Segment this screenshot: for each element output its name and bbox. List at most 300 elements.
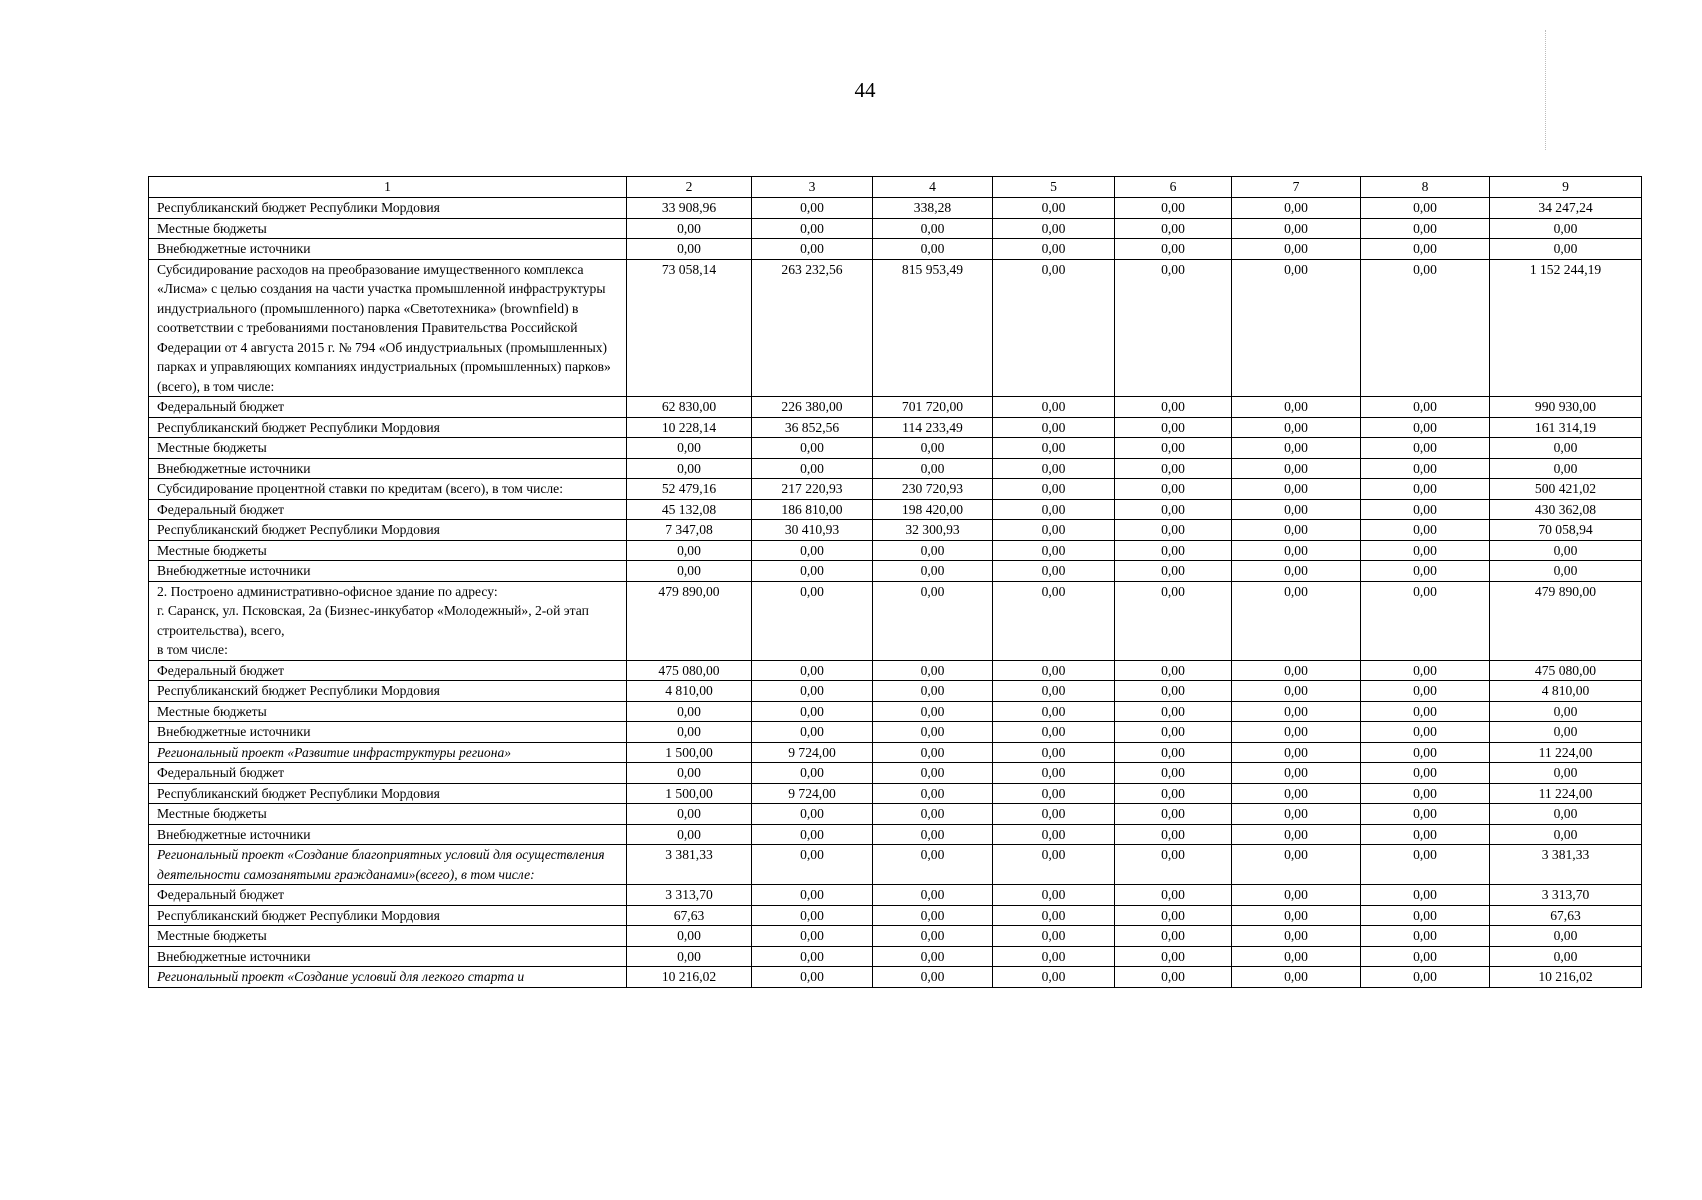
value-cell: 3 381,33 xyxy=(1490,845,1642,885)
table-row xyxy=(149,885,1642,906)
value-cell: 0,00 xyxy=(1361,198,1490,219)
table-row xyxy=(149,722,1642,743)
value-cell: 0,00 xyxy=(1115,561,1232,582)
value-cell: 73 058,14 xyxy=(627,259,752,397)
value-cell: 0,00 xyxy=(873,561,993,582)
table-row xyxy=(149,218,1642,239)
row-label: Местные бюджеты xyxy=(149,438,627,459)
value-cell: 0,00 xyxy=(1232,885,1361,906)
table-row xyxy=(149,783,1642,804)
value-cell: 0,00 xyxy=(1361,397,1490,418)
value-cell: 3 313,70 xyxy=(1490,885,1642,906)
row-label: Федеральный бюджет xyxy=(149,763,627,784)
value-cell: 0,00 xyxy=(1232,458,1361,479)
value-cell: 0,00 xyxy=(1361,845,1490,885)
row-label: Федеральный бюджет xyxy=(149,660,627,681)
value-cell: 0,00 xyxy=(1232,722,1361,743)
column-header: 9 xyxy=(1490,177,1642,198)
value-cell: 0,00 xyxy=(873,458,993,479)
value-cell: 0,00 xyxy=(627,926,752,947)
table-row xyxy=(149,824,1642,845)
value-cell: 0,00 xyxy=(752,722,873,743)
row-label: Внебюджетные источники xyxy=(149,946,627,967)
value-cell: 0,00 xyxy=(627,540,752,561)
value-cell: 0,00 xyxy=(1490,540,1642,561)
value-cell: 0,00 xyxy=(873,946,993,967)
value-cell: 0,00 xyxy=(1490,458,1642,479)
value-cell: 1 152 244,19 xyxy=(1490,259,1642,397)
value-cell: 0,00 xyxy=(873,438,993,459)
value-cell: 0,00 xyxy=(627,218,752,239)
value-cell: 0,00 xyxy=(1115,905,1232,926)
value-cell: 3 313,70 xyxy=(627,885,752,906)
value-cell: 11 224,00 xyxy=(1490,742,1642,763)
value-cell: 0,00 xyxy=(1115,885,1232,906)
value-cell: 0,00 xyxy=(1115,783,1232,804)
row-label: Субсидирование расходов на преобразование имущественного комплекса «Лисма» с целью создания на части участка промышленной инфраструктуры индустриального (промышленного) парка «Светотехника» (brownfield) в соответствии с требованиями постановления Правительства Российской Федерации от 4 августа 2015 г. № 794 «Об индустриальных (промышленных) парках и управляющих компаниях индустриальных (промышленных) парков» (всего), в том числе: xyxy=(149,259,627,397)
value-cell: 0,00 xyxy=(1490,926,1642,947)
row-label: Местные бюджеты xyxy=(149,926,627,947)
table-row xyxy=(149,946,1642,967)
value-cell: 70 058,94 xyxy=(1490,520,1642,541)
value-cell: 0,00 xyxy=(1361,438,1490,459)
row-label: Республиканский бюджет Республики Мордовия xyxy=(149,905,627,926)
value-cell: 36 852,56 xyxy=(752,417,873,438)
value-cell: 815 953,49 xyxy=(873,259,993,397)
value-cell: 0,00 xyxy=(993,438,1115,459)
value-cell: 0,00 xyxy=(1115,804,1232,825)
table-row xyxy=(149,259,1642,397)
value-cell: 0,00 xyxy=(873,660,993,681)
value-cell: 0,00 xyxy=(1232,845,1361,885)
row-label: Федеральный бюджет xyxy=(149,499,627,520)
value-cell: 0,00 xyxy=(993,397,1115,418)
value-cell: 9 724,00 xyxy=(752,783,873,804)
value-cell: 0,00 xyxy=(1232,397,1361,418)
value-cell: 0,00 xyxy=(1361,804,1490,825)
value-cell: 161 314,19 xyxy=(1490,417,1642,438)
table-row xyxy=(149,681,1642,702)
value-cell: 114 233,49 xyxy=(873,417,993,438)
value-cell: 0,00 xyxy=(993,479,1115,500)
value-cell: 0,00 xyxy=(1490,701,1642,722)
value-cell: 186 810,00 xyxy=(752,499,873,520)
row-label: Внебюджетные источники xyxy=(149,561,627,582)
value-cell: 479 890,00 xyxy=(627,581,752,660)
value-cell: 0,00 xyxy=(1232,239,1361,260)
value-cell: 0,00 xyxy=(873,742,993,763)
value-cell: 338,28 xyxy=(873,198,993,219)
value-cell: 0,00 xyxy=(752,905,873,926)
table-row xyxy=(149,458,1642,479)
row-label: Местные бюджеты xyxy=(149,540,627,561)
value-cell: 0,00 xyxy=(1115,722,1232,743)
value-cell: 0,00 xyxy=(873,804,993,825)
table-row xyxy=(149,438,1642,459)
value-cell: 0,00 xyxy=(627,946,752,967)
row-label: Субсидирование процентной ставки по кредитам (всего), в том числе: xyxy=(149,479,627,500)
value-cell: 11 224,00 xyxy=(1490,783,1642,804)
table-row xyxy=(149,926,1642,947)
value-cell: 0,00 xyxy=(1361,561,1490,582)
value-cell: 0,00 xyxy=(1361,742,1490,763)
value-cell: 0,00 xyxy=(873,926,993,947)
value-cell: 0,00 xyxy=(1115,520,1232,541)
table-row xyxy=(149,660,1642,681)
value-cell: 0,00 xyxy=(993,198,1115,219)
value-cell: 0,00 xyxy=(873,722,993,743)
value-cell: 0,00 xyxy=(1361,581,1490,660)
value-cell: 0,00 xyxy=(1232,905,1361,926)
value-cell: 0,00 xyxy=(1232,681,1361,702)
value-cell: 0,00 xyxy=(873,967,993,988)
value-cell: 0,00 xyxy=(993,417,1115,438)
value-cell: 0,00 xyxy=(752,198,873,219)
table-row xyxy=(149,967,1642,988)
value-cell: 0,00 xyxy=(1361,479,1490,500)
column-header: 1 xyxy=(149,177,627,198)
value-cell: 0,00 xyxy=(1361,701,1490,722)
value-cell: 34 247,24 xyxy=(1490,198,1642,219)
value-cell: 0,00 xyxy=(752,804,873,825)
table-row xyxy=(149,905,1642,926)
row-label: Республиканский бюджет Республики Мордовия xyxy=(149,783,627,804)
row-label: Региональный проект «Создание благоприятных условий для осуществления деятельности самозанятыми гражданами»(всего), в том числе: xyxy=(149,845,627,885)
value-cell: 0,00 xyxy=(1115,967,1232,988)
column-header: 4 xyxy=(873,177,993,198)
value-cell: 0,00 xyxy=(993,660,1115,681)
value-cell: 0,00 xyxy=(1232,417,1361,438)
value-cell: 0,00 xyxy=(1361,763,1490,784)
value-cell: 217 220,93 xyxy=(752,479,873,500)
table-body xyxy=(149,198,1642,988)
value-cell: 0,00 xyxy=(1115,198,1232,219)
table-row xyxy=(149,540,1642,561)
value-cell: 475 080,00 xyxy=(627,660,752,681)
value-cell: 0,00 xyxy=(627,458,752,479)
value-cell: 0,00 xyxy=(1490,561,1642,582)
row-label: Внебюджетные источники xyxy=(149,239,627,260)
value-cell: 0,00 xyxy=(1490,438,1642,459)
column-header: 6 xyxy=(1115,177,1232,198)
column-header: 3 xyxy=(752,177,873,198)
value-cell: 0,00 xyxy=(993,763,1115,784)
value-cell: 0,00 xyxy=(1115,660,1232,681)
value-cell: 0,00 xyxy=(1232,438,1361,459)
value-cell: 0,00 xyxy=(873,824,993,845)
value-cell: 430 362,08 xyxy=(1490,499,1642,520)
value-cell: 0,00 xyxy=(873,581,993,660)
value-cell: 0,00 xyxy=(993,218,1115,239)
value-cell: 0,00 xyxy=(1232,701,1361,722)
value-cell: 0,00 xyxy=(752,824,873,845)
table-row xyxy=(149,198,1642,219)
value-cell: 0,00 xyxy=(1232,520,1361,541)
table-row xyxy=(149,742,1642,763)
budget-table xyxy=(148,176,1642,988)
value-cell: 30 410,93 xyxy=(752,520,873,541)
value-cell: 479 890,00 xyxy=(1490,581,1642,660)
value-cell: 0,00 xyxy=(1232,479,1361,500)
value-cell: 9 724,00 xyxy=(752,742,873,763)
row-label: Внебюджетные источники xyxy=(149,458,627,479)
table-row xyxy=(149,479,1642,500)
value-cell: 67,63 xyxy=(627,905,752,926)
column-header: 2 xyxy=(627,177,752,198)
value-cell: 0,00 xyxy=(993,581,1115,660)
value-cell: 0,00 xyxy=(873,885,993,906)
value-cell: 4 810,00 xyxy=(627,681,752,702)
value-cell: 0,00 xyxy=(993,905,1115,926)
value-cell: 0,00 xyxy=(873,681,993,702)
value-cell: 0,00 xyxy=(1115,581,1232,660)
value-cell: 0,00 xyxy=(993,499,1115,520)
value-cell: 0,00 xyxy=(1232,804,1361,825)
value-cell: 0,00 xyxy=(993,783,1115,804)
row-label: Местные бюджеты xyxy=(149,218,627,239)
column-header: 7 xyxy=(1232,177,1361,198)
value-cell: 0,00 xyxy=(752,926,873,947)
value-cell: 0,00 xyxy=(873,845,993,885)
table-row xyxy=(149,520,1642,541)
value-cell: 0,00 xyxy=(1115,845,1232,885)
value-cell: 0,00 xyxy=(752,438,873,459)
value-cell: 0,00 xyxy=(993,946,1115,967)
value-cell: 0,00 xyxy=(1490,824,1642,845)
value-cell: 0,00 xyxy=(993,458,1115,479)
value-cell: 0,00 xyxy=(1490,763,1642,784)
value-cell: 0,00 xyxy=(1361,520,1490,541)
value-cell: 0,00 xyxy=(993,259,1115,397)
value-cell: 0,00 xyxy=(1232,540,1361,561)
value-cell: 0,00 xyxy=(1361,458,1490,479)
column-header: 5 xyxy=(993,177,1115,198)
value-cell: 0,00 xyxy=(993,926,1115,947)
value-cell: 0,00 xyxy=(1115,438,1232,459)
value-cell: 0,00 xyxy=(1361,783,1490,804)
value-cell: 0,00 xyxy=(752,946,873,967)
value-cell: 0,00 xyxy=(752,967,873,988)
value-cell: 0,00 xyxy=(993,804,1115,825)
value-cell: 0,00 xyxy=(993,701,1115,722)
value-cell: 226 380,00 xyxy=(752,397,873,418)
value-cell: 0,00 xyxy=(627,763,752,784)
value-cell: 0,00 xyxy=(752,561,873,582)
value-cell: 0,00 xyxy=(752,885,873,906)
row-label: Федеральный бюджет xyxy=(149,885,627,906)
row-label: Республиканский бюджет Республики Мордовия xyxy=(149,520,627,541)
value-cell: 0,00 xyxy=(1232,561,1361,582)
header-row xyxy=(149,177,1642,198)
value-cell: 0,00 xyxy=(993,742,1115,763)
value-cell: 0,00 xyxy=(1232,198,1361,219)
row-label: Региональный проект «Развитие инфраструктуры региона» xyxy=(149,742,627,763)
value-cell: 0,00 xyxy=(1232,967,1361,988)
value-cell: 67,63 xyxy=(1490,905,1642,926)
value-cell: 0,00 xyxy=(993,561,1115,582)
column-header: 8 xyxy=(1361,177,1490,198)
value-cell: 0,00 xyxy=(1115,926,1232,947)
value-cell: 0,00 xyxy=(873,218,993,239)
value-cell: 1 500,00 xyxy=(627,783,752,804)
row-label: Внебюджетные источники xyxy=(149,824,627,845)
row-label: Республиканский бюджет Республики Мордовия xyxy=(149,198,627,219)
value-cell: 0,00 xyxy=(752,218,873,239)
value-cell: 0,00 xyxy=(1115,946,1232,967)
value-cell: 0,00 xyxy=(752,763,873,784)
value-cell: 0,00 xyxy=(627,722,752,743)
page-number: 44 xyxy=(854,78,876,102)
table-row xyxy=(149,397,1642,418)
value-cell: 10 216,02 xyxy=(1490,967,1642,988)
table-row xyxy=(149,804,1642,825)
value-cell: 0,00 xyxy=(993,722,1115,743)
value-cell: 0,00 xyxy=(1361,926,1490,947)
row-label: Внебюджетные источники xyxy=(149,722,627,743)
value-cell: 0,00 xyxy=(1115,458,1232,479)
value-cell: 0,00 xyxy=(1232,926,1361,947)
value-cell: 0,00 xyxy=(1361,681,1490,702)
value-cell: 52 479,16 xyxy=(627,479,752,500)
value-cell: 0,00 xyxy=(1232,259,1361,397)
value-cell: 0,00 xyxy=(1361,885,1490,906)
value-cell: 0,00 xyxy=(873,905,993,926)
value-cell: 0,00 xyxy=(1361,218,1490,239)
value-cell: 0,00 xyxy=(1232,763,1361,784)
table-row xyxy=(149,561,1642,582)
value-cell: 0,00 xyxy=(627,438,752,459)
value-cell: 0,00 xyxy=(1361,824,1490,845)
table-row xyxy=(149,701,1642,722)
value-cell: 4 810,00 xyxy=(1490,681,1642,702)
value-cell: 0,00 xyxy=(752,458,873,479)
value-cell: 0,00 xyxy=(993,239,1115,260)
row-label: Федеральный бюджет xyxy=(149,397,627,418)
value-cell: 0,00 xyxy=(1232,783,1361,804)
value-cell: 701 720,00 xyxy=(873,397,993,418)
value-cell: 0,00 xyxy=(1115,763,1232,784)
value-cell: 0,00 xyxy=(1115,824,1232,845)
value-cell: 0,00 xyxy=(1232,581,1361,660)
value-cell: 0,00 xyxy=(993,520,1115,541)
value-cell: 0,00 xyxy=(1361,259,1490,397)
value-cell: 45 132,08 xyxy=(627,499,752,520)
value-cell: 0,00 xyxy=(752,581,873,660)
row-label: Местные бюджеты xyxy=(149,804,627,825)
value-cell: 0,00 xyxy=(1361,660,1490,681)
value-cell: 0,00 xyxy=(1361,946,1490,967)
value-cell: 0,00 xyxy=(1361,540,1490,561)
value-cell: 0,00 xyxy=(873,783,993,804)
row-label: Региональный проект «Создание условий для легкого старта и xyxy=(149,967,627,988)
value-cell: 0,00 xyxy=(873,701,993,722)
row-label: Местные бюджеты xyxy=(149,701,627,722)
value-cell: 0,00 xyxy=(873,239,993,260)
value-cell: 0,00 xyxy=(1115,417,1232,438)
value-cell: 263 232,56 xyxy=(752,259,873,397)
value-cell: 0,00 xyxy=(993,845,1115,885)
value-cell: 0,00 xyxy=(1361,967,1490,988)
value-cell: 10 228,14 xyxy=(627,417,752,438)
value-cell: 0,00 xyxy=(752,239,873,260)
value-cell: 0,00 xyxy=(752,660,873,681)
value-cell: 0,00 xyxy=(1115,239,1232,260)
value-cell: 0,00 xyxy=(1232,218,1361,239)
row-label: Республиканский бюджет Республики Мордовия xyxy=(149,681,627,702)
value-cell: 990 930,00 xyxy=(1490,397,1642,418)
table-row xyxy=(149,845,1642,885)
value-cell: 0,00 xyxy=(1115,681,1232,702)
value-cell: 0,00 xyxy=(752,845,873,885)
value-cell: 0,00 xyxy=(627,561,752,582)
value-cell: 0,00 xyxy=(1361,499,1490,520)
value-cell: 62 830,00 xyxy=(627,397,752,418)
value-cell: 0,00 xyxy=(993,885,1115,906)
value-cell: 0,00 xyxy=(1490,218,1642,239)
value-cell: 0,00 xyxy=(1361,722,1490,743)
value-cell: 0,00 xyxy=(1490,239,1642,260)
value-cell: 0,00 xyxy=(1115,218,1232,239)
row-label: Республиканский бюджет Республики Мордовия xyxy=(149,417,627,438)
scan-edge-mark xyxy=(1545,30,1547,150)
value-cell: 0,00 xyxy=(1232,742,1361,763)
value-cell: 0,00 xyxy=(1490,722,1642,743)
value-cell: 0,00 xyxy=(1115,397,1232,418)
value-cell: 0,00 xyxy=(993,967,1115,988)
value-cell: 500 421,02 xyxy=(1490,479,1642,500)
value-cell: 0,00 xyxy=(1232,824,1361,845)
value-cell: 3 381,33 xyxy=(627,845,752,885)
value-cell: 0,00 xyxy=(1115,701,1232,722)
value-cell: 0,00 xyxy=(993,540,1115,561)
value-cell: 198 420,00 xyxy=(873,499,993,520)
value-cell: 0,00 xyxy=(1115,742,1232,763)
value-cell: 0,00 xyxy=(627,701,752,722)
value-cell: 0,00 xyxy=(752,701,873,722)
value-cell: 0,00 xyxy=(1232,660,1361,681)
value-cell: 0,00 xyxy=(1115,259,1232,397)
value-cell: 0,00 xyxy=(627,824,752,845)
row-label: 2. Построено административно-офисное здание по адресу: г. Саранск, ул. Псковская, 2а (Бизнес-инкубатор «Молодежный», 2-ой этап строительства), всего, в том числе: xyxy=(149,581,627,660)
value-cell: 0,00 xyxy=(993,681,1115,702)
value-cell: 0,00 xyxy=(752,681,873,702)
table-row xyxy=(149,763,1642,784)
value-cell: 230 720,93 xyxy=(873,479,993,500)
value-cell: 0,00 xyxy=(627,239,752,260)
value-cell: 0,00 xyxy=(1361,417,1490,438)
value-cell: 0,00 xyxy=(873,540,993,561)
value-cell: 0,00 xyxy=(1361,905,1490,926)
value-cell: 0,00 xyxy=(1232,499,1361,520)
value-cell: 0,00 xyxy=(1115,479,1232,500)
value-cell: 0,00 xyxy=(1490,804,1642,825)
value-cell: 32 300,93 xyxy=(873,520,993,541)
value-cell: 0,00 xyxy=(627,804,752,825)
table-row xyxy=(149,581,1642,660)
table-row xyxy=(149,417,1642,438)
value-cell: 10 216,02 xyxy=(627,967,752,988)
value-cell: 0,00 xyxy=(1232,946,1361,967)
value-cell: 1 500,00 xyxy=(627,742,752,763)
value-cell: 0,00 xyxy=(1115,540,1232,561)
value-cell: 475 080,00 xyxy=(1490,660,1642,681)
value-cell: 0,00 xyxy=(1361,239,1490,260)
value-cell: 0,00 xyxy=(1115,499,1232,520)
value-cell: 0,00 xyxy=(873,763,993,784)
table-row xyxy=(149,239,1642,260)
table-row xyxy=(149,499,1642,520)
value-cell: 0,00 xyxy=(1490,946,1642,967)
